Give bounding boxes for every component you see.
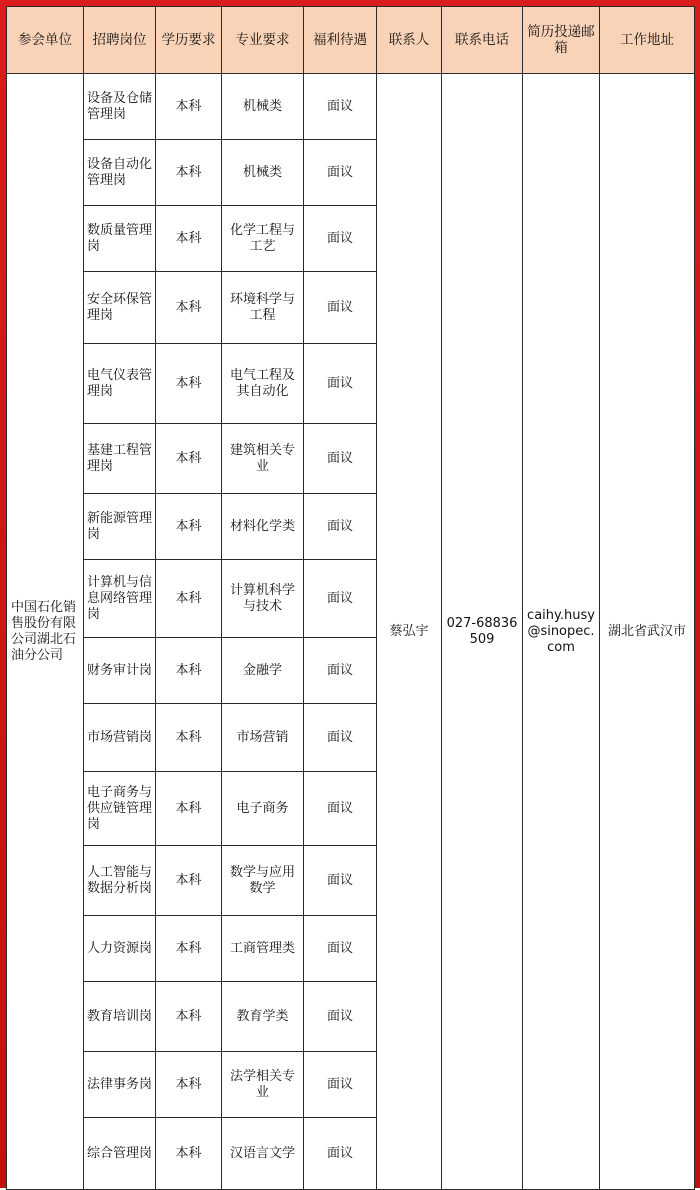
education-cell: 本科 (156, 206, 222, 272)
education-cell: 本科 (156, 772, 222, 846)
position-cell: 安全环保管理岗 (84, 272, 156, 344)
major-cell: 环境科学与工程 (222, 272, 304, 344)
header-email: 简历投递邮箱 (523, 7, 600, 74)
benefit-cell: 面议 (304, 1118, 377, 1190)
benefit-cell: 面议 (304, 206, 377, 272)
benefit-cell: 面议 (304, 638, 377, 704)
phone-cell: 027-68836509 (442, 74, 523, 1190)
header-address: 工作地址 (600, 7, 695, 74)
position-cell: 电气仪表管理岗 (84, 344, 156, 424)
benefit-cell: 面议 (304, 344, 377, 424)
header-education: 学历要求 (156, 7, 222, 74)
major-cell: 数学与应用数学 (222, 846, 304, 916)
benefit-cell: 面议 (304, 424, 377, 494)
education-cell: 本科 (156, 74, 222, 140)
benefit-cell: 面议 (304, 846, 377, 916)
major-cell: 市场营销 (222, 704, 304, 772)
education-cell: 本科 (156, 1118, 222, 1190)
education-cell: 本科 (156, 494, 222, 560)
benefit-cell: 面议 (304, 772, 377, 846)
major-cell: 机械类 (222, 140, 304, 206)
benefit-cell: 面议 (304, 272, 377, 344)
address-cell: 湖北省武汉市 (600, 74, 695, 1190)
email-cell: caihy.husy@sinopec.com (523, 74, 600, 1190)
education-cell: 本科 (156, 846, 222, 916)
position-cell: 人工智能与数据分析岗 (84, 846, 156, 916)
header-contact: 联系人 (377, 7, 442, 74)
header-position: 招聘岗位 (84, 7, 156, 74)
position-cell: 基建工程管理岗 (84, 424, 156, 494)
major-cell: 汉语言文学 (222, 1118, 304, 1190)
recruitment-table (6, 6, 695, 1190)
education-cell: 本科 (156, 560, 222, 638)
major-cell: 教育学类 (222, 982, 304, 1052)
education-cell: 本科 (156, 916, 222, 982)
major-cell: 化学工程与工艺 (222, 206, 304, 272)
position-cell: 教育培训岗 (84, 982, 156, 1052)
benefit-cell: 面议 (304, 916, 377, 982)
position-cell: 人力资源岗 (84, 916, 156, 982)
contact-cell: 蔡弘宇 (377, 74, 442, 1190)
position-cell: 设备及仓储管理岗 (84, 74, 156, 140)
position-cell: 综合管理岗 (84, 1118, 156, 1190)
major-cell: 金融学 (222, 638, 304, 704)
benefit-cell: 面议 (304, 494, 377, 560)
education-cell: 本科 (156, 704, 222, 772)
position-cell: 财务审计岗 (84, 638, 156, 704)
position-cell: 新能源管理岗 (84, 494, 156, 560)
position-cell: 法律事务岗 (84, 1052, 156, 1118)
education-cell: 本科 (156, 344, 222, 424)
education-cell: 本科 (156, 638, 222, 704)
education-cell: 本科 (156, 140, 222, 206)
position-cell: 数质量管理岗 (84, 206, 156, 272)
major-cell: 电子商务 (222, 772, 304, 846)
position-cell: 设备自动化管理岗 (84, 140, 156, 206)
benefit-cell: 面议 (304, 140, 377, 206)
major-cell: 建筑相关专业 (222, 424, 304, 494)
education-cell: 本科 (156, 424, 222, 494)
benefit-cell: 面议 (304, 74, 377, 140)
education-cell: 本科 (156, 272, 222, 344)
header-row (7, 7, 695, 74)
header-unit: 参会单位 (7, 7, 84, 74)
header-phone: 联系电话 (442, 7, 523, 74)
table-row (7, 74, 695, 140)
unit-cell: 中国石化销售股份有限公司湖北石油分公司 (7, 74, 84, 1190)
major-cell: 材料化学类 (222, 494, 304, 560)
header-major: 专业要求 (222, 7, 304, 74)
major-cell: 计算机科学与技术 (222, 560, 304, 638)
benefit-cell: 面议 (304, 560, 377, 638)
major-cell: 工商管理类 (222, 916, 304, 982)
benefit-cell: 面议 (304, 982, 377, 1052)
major-cell: 电气工程及其自动化 (222, 344, 304, 424)
major-cell: 法学相关专业 (222, 1052, 304, 1118)
header-benefit: 福利待遇 (304, 7, 377, 74)
benefit-cell: 面议 (304, 1052, 377, 1118)
benefit-cell: 面议 (304, 704, 377, 772)
education-cell: 本科 (156, 1052, 222, 1118)
position-cell: 电子商务与供应链管理岗 (84, 772, 156, 846)
position-cell: 市场营销岗 (84, 704, 156, 772)
major-cell: 机械类 (222, 74, 304, 140)
position-cell: 计算机与信息网络管理岗 (84, 560, 156, 638)
education-cell: 本科 (156, 982, 222, 1052)
